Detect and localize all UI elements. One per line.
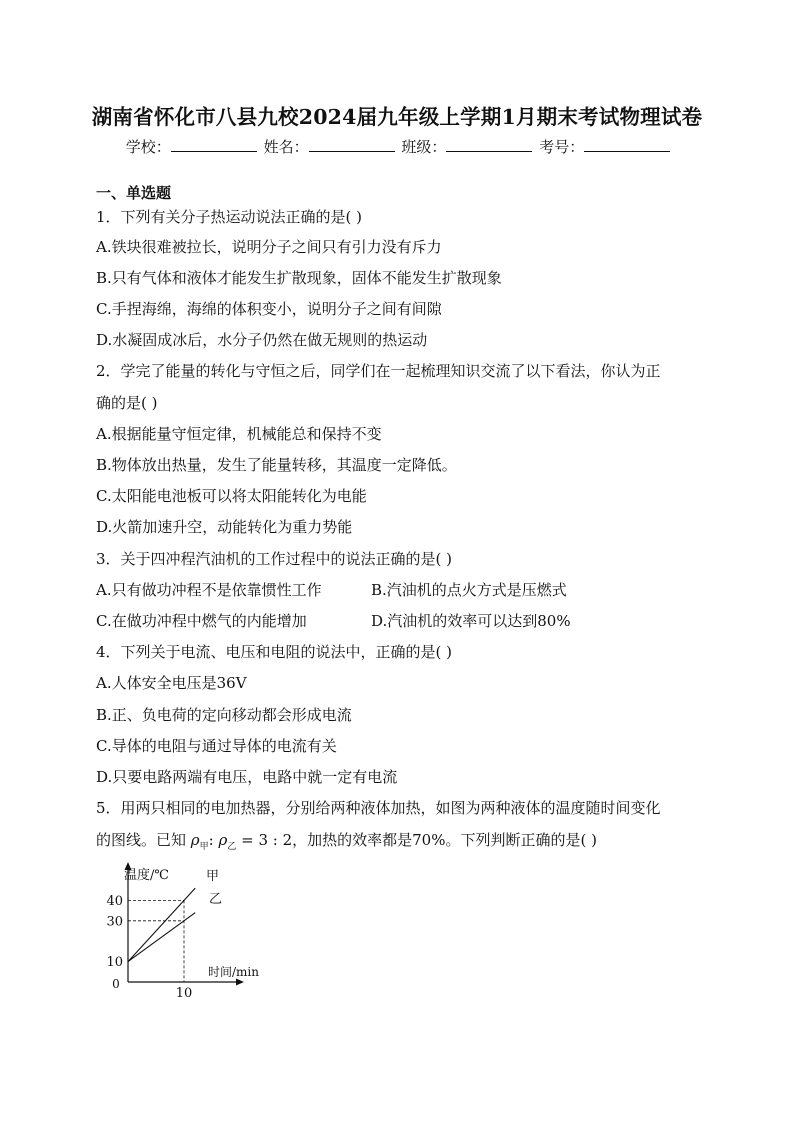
origin-label: 0	[112, 977, 120, 991]
q2-option-a: A.根据能量守恒定律，机械能总和保持不变	[96, 425, 382, 443]
x-axis-label: 时间/min	[208, 965, 259, 979]
q3-option-c: C.在做功冲程中燃气的内能增加	[96, 612, 307, 630]
line-label-jia: 甲	[206, 869, 220, 884]
class-label: 班级：	[401, 138, 447, 156]
x-axis-arrow-icon	[236, 979, 244, 986]
temperature-time-graph	[92, 856, 282, 1006]
x-tick-10: 10	[175, 986, 193, 1001]
exam-no-label: 考号：	[539, 138, 585, 156]
q3-option-a: A.只有做功冲程不是依靠惯性工作	[96, 581, 322, 599]
q4-option-d: D.只要电路两端有电压，电路中就一定有电流	[96, 768, 398, 786]
q3-option-d: D.汽油机的效率可以达到80%	[371, 612, 571, 630]
q4-stem: 4．下列关于电流、电压和电阻的说法中，正确的是( )	[96, 643, 453, 661]
q1-option-a: A.铁块很难被拉长，说明分子之间只有引力没有斥力	[96, 238, 442, 256]
q1-stem: 1．下列有关分子热运动说法正确的是( )	[96, 208, 363, 226]
y-axis-label: 温度/℃	[124, 868, 169, 883]
line-label-yi: 乙	[209, 892, 223, 907]
student-info-row	[0, 136, 794, 157]
rho-symbol-2: ρ	[218, 831, 228, 849]
q2-option-b: B.物体放出热量，发生了能量转移，其温度一定降低。	[96, 456, 457, 474]
q5-stem-line2	[96, 829, 597, 852]
q4-option-c: C.导体的电阻与通过导体的电流有关	[96, 737, 337, 755]
rho-subscript-jia: 甲	[199, 842, 209, 852]
rho-symbol: ρ	[190, 831, 200, 849]
rho-subscript-yi: 乙	[227, 842, 237, 852]
class-blank	[446, 137, 532, 152]
q4-option-a: A.人体安全电压是36V	[96, 674, 247, 692]
name-blank	[309, 137, 395, 152]
y-tick-30: 30	[106, 914, 123, 930]
ratio-colon: :	[208, 831, 214, 849]
series-lines	[128, 888, 195, 961]
y-tick-40: 40	[106, 893, 123, 909]
q2-option-d: D.火箭加速升空，动能转化为重力势能	[96, 518, 353, 536]
q1-option-c: C.手捏海绵，海绵的体积变小，说明分子之间有间隙	[96, 300, 442, 318]
y-tick-10: 10	[106, 955, 123, 971]
q2-stem-line2: 确的是( )	[96, 394, 158, 412]
name-label: 姓名：	[263, 138, 309, 156]
q1-option-d: D.水凝固成冰后，水分子仍然在做无规则的热运动	[96, 331, 428, 349]
q5-stem-line1: 5．用两只相同的电加热器，分别给两种液体加热，如图为两种液体的温度随时间变化	[96, 799, 661, 817]
q4-option-b: B.正、负电荷的定向移动都会形成电流	[96, 706, 352, 724]
exam-no-blank	[584, 137, 670, 152]
q5-stem2-pre: 的图线。已知	[96, 831, 187, 849]
q2-stem-line1: 2．学完了能量的转化与守恒之后，同学们在一起梳理知识交流了以下看法，你认为正	[96, 362, 661, 380]
school-blank	[171, 137, 257, 152]
q1-option-b: B.只有气体和液体才能发生扩散现象，固体不能发生扩散现象	[96, 269, 502, 287]
section-heading: 一、单选题	[96, 184, 172, 202]
school-label: 学校：	[125, 138, 171, 156]
q3-option-b: B.汽油机的点火方式是压燃式	[371, 581, 567, 599]
page-title: 湖南省怀化市八县九校2024届九年级上学期1月期末考试物理试卷	[91, 105, 703, 129]
series-line-jia	[128, 888, 195, 961]
q5-stem2-post: ，加热的效率都是70%。下列判断正确的是( )	[292, 831, 597, 849]
q3-stem: 3．关于四冲程汽油机的工作过程中的说法正确的是( )	[96, 550, 453, 568]
density-ratio: = 3 : 2	[241, 831, 293, 849]
q2-option-c: C.太阳能电池板可以将太阳能转化为电能	[96, 487, 367, 505]
series-line-yi	[128, 913, 195, 962]
